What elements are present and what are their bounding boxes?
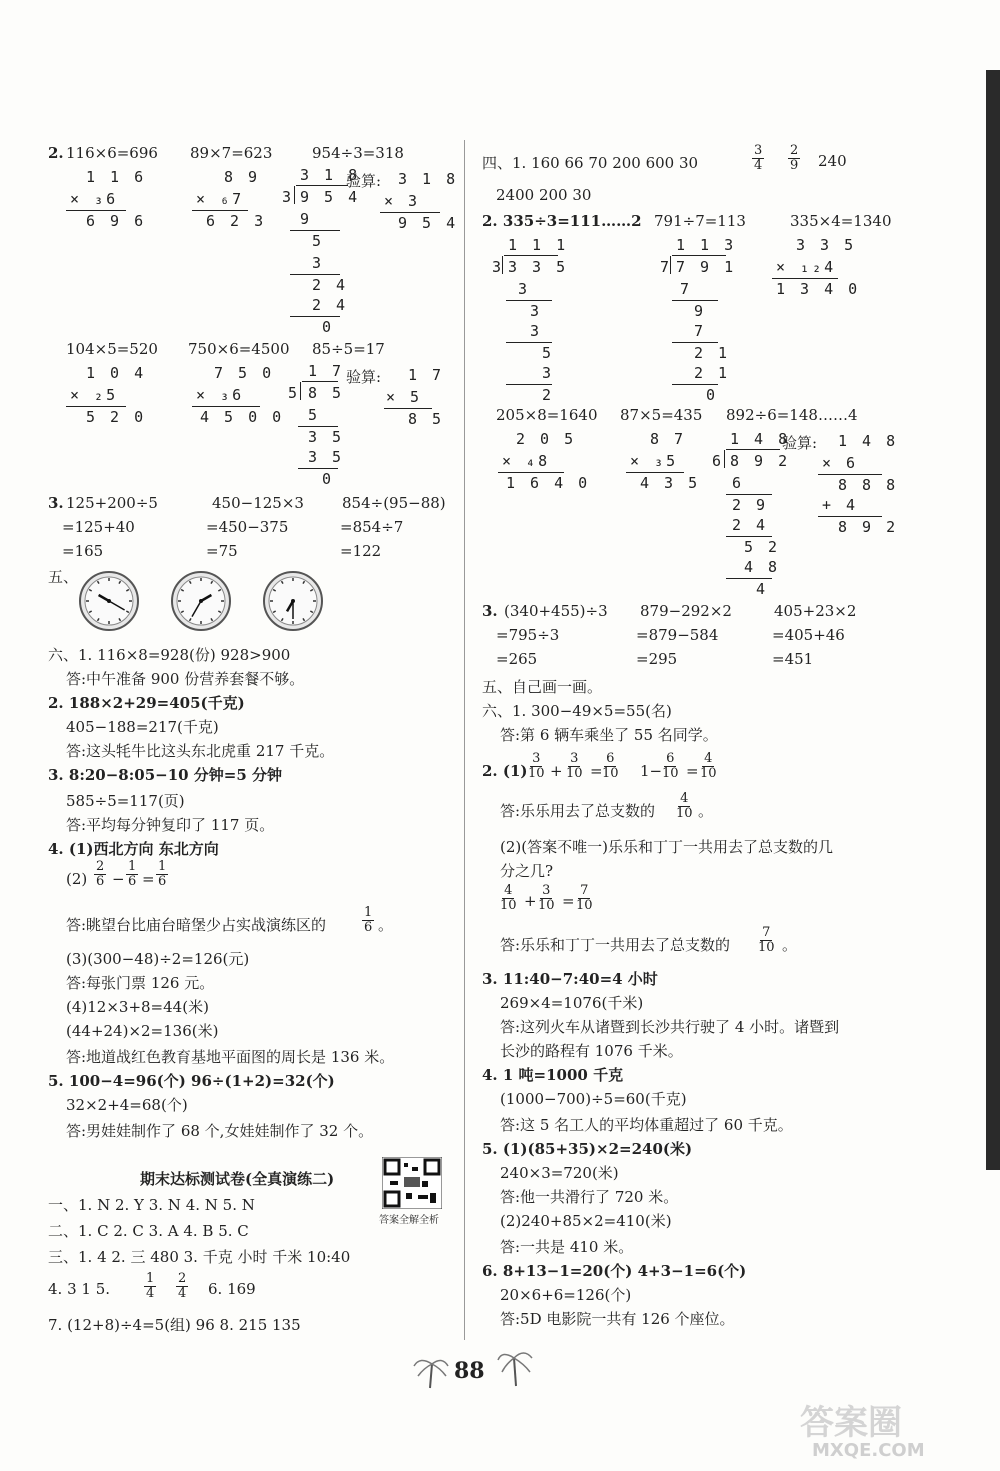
answer-line: 答:他一共滑行了 720 米。 xyxy=(500,1188,679,1206)
eq: 104×5=520 xyxy=(66,340,158,358)
eq: 791÷7=113 xyxy=(654,212,746,230)
vert-top: 7 5 0 xyxy=(214,364,275,382)
answer-line: 答:中午准备 900 份营养套餐不够。 xyxy=(66,670,305,688)
div-step: 9 xyxy=(300,210,313,228)
answer-line: 240×3=720(米) xyxy=(500,1164,619,1182)
vert-top: 1 0 4 xyxy=(86,364,147,382)
div-step: 3 xyxy=(312,254,325,272)
clock-icon xyxy=(78,570,140,632)
div-dividend: 8 5 xyxy=(308,384,345,402)
div-step: 5 2 xyxy=(744,538,781,556)
answer-line: 六、1. 300−49×5=55(名) xyxy=(482,702,672,720)
answer-line: 答:地道战红色教育基地平面图的周长是 136 米。 xyxy=(66,1048,395,1066)
div-step: 3 xyxy=(530,322,543,340)
fraction: $\frac{7}{10}$ xyxy=(576,883,593,913)
answer-line: 5. (1)(85+35)×2=240(米) xyxy=(482,1140,693,1158)
div-quotient: 1 7 xyxy=(308,362,345,380)
vert-res: 4 5 0 0 xyxy=(200,408,285,426)
div-dividend: 9 5 4 xyxy=(300,188,361,206)
answer-line: 答:每张门票 126 元。 xyxy=(66,974,215,992)
vert-mul: × 5 xyxy=(386,388,423,406)
eq: 879−292×2 xyxy=(640,602,732,620)
div-quotient: 1 4 8 xyxy=(730,430,791,448)
qr-label: 答案全解全析 xyxy=(379,1215,439,1226)
eq: =122 xyxy=(340,542,382,560)
div-step: 3 5 xyxy=(308,448,345,466)
answer-line: 3. 11:40−7:40=4 小时 xyxy=(482,970,658,988)
vert-top: 3 3 5 xyxy=(796,236,857,254)
div-step: 4 8 xyxy=(744,558,781,576)
vert-mul: × ₃6 xyxy=(196,386,245,404)
eq: 954÷3=318 xyxy=(312,144,404,162)
answer-line: 答:5D 电影院一共有 126 个座位。 xyxy=(500,1310,735,1328)
div-step: 3 5 xyxy=(308,428,345,446)
eq: 116×6=696 xyxy=(66,144,158,162)
div-divisor: 3 xyxy=(492,258,505,276)
answer-line: 2. 188×2+29=405(千克) xyxy=(48,694,245,712)
div-quotient: 1 1 3 xyxy=(676,236,737,254)
binding-edge xyxy=(986,70,1000,1170)
page-number: 88 xyxy=(454,1358,485,1384)
q3-label: 3. xyxy=(48,494,64,512)
div-step: 3 xyxy=(542,364,555,382)
vert-res: 1 3 4 0 xyxy=(776,280,861,298)
div-step: 2 4 xyxy=(732,516,769,534)
eq: =75 xyxy=(206,542,238,560)
check-label: 验算: xyxy=(346,368,382,386)
div-step: 2 xyxy=(542,386,555,404)
answer-line: 六、1. 116×8=928(份) 928>900 xyxy=(48,646,291,664)
vert-res: 6 9 6 xyxy=(86,212,147,230)
div-step: 0 xyxy=(322,318,335,336)
q3-label: 3. xyxy=(482,602,498,620)
vert-mul: × ₁₂4 xyxy=(776,258,837,276)
eq: =405+46 xyxy=(772,626,845,644)
answer-line: 2. (1) xyxy=(482,762,528,780)
answer-line: 答:一共是 410 米。 xyxy=(500,1238,634,1256)
answer-line: 四、1. 160 66 70 200 600 30 xyxy=(482,154,699,172)
fraction: $\frac{4}{10}$ xyxy=(500,883,517,913)
answer-line: 585÷5=117(页) xyxy=(66,792,185,810)
q2-label: 2. xyxy=(48,144,64,162)
div-quotient: 1 1 1 xyxy=(508,236,569,254)
answer-line: 二、1. C 2. C 3. A 4. B 5. C xyxy=(48,1222,249,1240)
check-label: 验算: xyxy=(346,172,382,190)
clock-icon xyxy=(262,570,324,632)
vert-mid: 8 8 8 xyxy=(838,476,899,494)
div-step: 7 xyxy=(680,280,693,298)
answer-line: 答:第 6 辆车乘坐了 55 名同学。 xyxy=(500,726,718,744)
eq: =854÷7 xyxy=(340,518,404,536)
fraction: $\frac{3}{4}$ xyxy=(754,143,763,173)
div-dividend: 7 9 1 xyxy=(676,258,737,276)
eq: 87×5=435 xyxy=(620,406,703,424)
vert-add: + 4 xyxy=(822,496,859,514)
div-step: 5 xyxy=(542,344,555,362)
div-step: 0 xyxy=(706,386,719,404)
answer-line: 20×6+6=126(个) xyxy=(500,1286,632,1304)
vert-mul: × ₄8 xyxy=(502,452,551,470)
answer-line: 三、1. 4 2. 三 480 3. 千克 小时 千米 10:40 xyxy=(48,1248,351,1266)
answer-line: 405−188=217(千克) xyxy=(66,718,219,736)
div-step: 2 4 xyxy=(312,296,349,314)
div-step: 7 xyxy=(694,322,707,340)
vert-top: 1 4 8 xyxy=(838,432,899,450)
vert-res: 5 2 0 xyxy=(86,408,147,426)
eq: 405+23×2 xyxy=(774,602,857,620)
answer-line: 分之几? xyxy=(500,862,554,880)
answer-line: (2)240+85×2=410(米) xyxy=(500,1212,672,1230)
vert-mul: × ₂5 xyxy=(70,386,119,404)
div-divisor: 3 xyxy=(282,188,295,206)
answer-line: 240 xyxy=(818,152,847,170)
eq: =165 xyxy=(62,542,104,560)
eq: =450−375 xyxy=(206,518,289,536)
fraction: $\frac{1}{6}$ xyxy=(128,859,137,889)
fraction: $\frac{2}{9}$ xyxy=(790,143,799,173)
column-divider xyxy=(464,140,465,1340)
div-step: 2 4 xyxy=(312,276,349,294)
eq: =451 xyxy=(772,650,814,668)
div-step: 3 xyxy=(530,302,543,320)
div-step: 0 xyxy=(322,470,335,488)
div-divisor: 7 xyxy=(660,258,673,276)
clock-icon xyxy=(170,570,232,632)
fraction: $\frac{4}{10}$ xyxy=(700,751,717,781)
vert-res: 9 5 4 xyxy=(398,214,459,232)
answer-line: 答:这列火车从诸暨到长沙共行驶了 4 小时。诸暨到 xyxy=(500,1018,840,1036)
answer-line: (1000−700)÷5=60(千克) xyxy=(500,1090,687,1108)
section-title: 期末达标测试卷(全真演练二) xyxy=(140,1170,335,1188)
answer-line: 4. (1)西北方向 东北方向 xyxy=(48,840,219,858)
answer-line: 4. 3 1 5. xyxy=(48,1280,111,1298)
vert-top: 3 1 8 xyxy=(398,170,459,188)
div-divisor: 6 xyxy=(712,452,725,470)
answer-line: 32×2+4=68(个) xyxy=(66,1096,188,1114)
answer-line: 五、自己画一画。 xyxy=(482,678,603,696)
vert-res: 8 5 xyxy=(408,410,445,428)
answer-line: 7. (12+8)÷4=5(组) 96 8. 215 135 xyxy=(48,1316,301,1334)
eq: =879−584 xyxy=(636,626,719,644)
div-step: 5 xyxy=(312,232,325,250)
vert-res: 8 9 2 xyxy=(838,518,899,536)
div-step: 6 xyxy=(732,474,745,492)
div-divisor: 5 xyxy=(288,384,301,402)
fraction: $\frac{2}{4}$ xyxy=(178,1271,187,1301)
vert-res: 1 6 4 0 xyxy=(506,474,591,492)
eq: 2. 335÷3=111……2 xyxy=(482,212,642,230)
div-step: 2 9 xyxy=(732,496,769,514)
answer-line: 答:乐乐和丁丁一共用去了总支数的 xyxy=(500,936,731,954)
vert-mul: × 6 xyxy=(822,454,859,472)
eq: =125+40 xyxy=(62,518,135,536)
div-step: 9 xyxy=(694,302,707,320)
eq: 125+200÷5 xyxy=(66,494,158,512)
eq: 750×6=4500 xyxy=(188,340,290,358)
eq: (340+455)÷3 xyxy=(504,602,608,620)
check-label: 验算: xyxy=(782,434,818,452)
eq: =795÷3 xyxy=(496,626,560,644)
answer-line: 答:这头牦牛比这头东北虎重 217 千克。 xyxy=(66,742,335,760)
answer-line: 长沙的路程有 1076 千米。 xyxy=(500,1042,683,1060)
vert-top: 2 0 5 xyxy=(516,430,577,448)
fraction: $\frac{1}{6}$ xyxy=(158,859,167,889)
eq: 335×4=1340 xyxy=(790,212,892,230)
answer-line: 2400 200 30 xyxy=(496,186,592,204)
vert-mul: × 3 xyxy=(384,192,421,210)
answer-line: 6. 169 xyxy=(208,1280,256,1298)
eq: =265 xyxy=(496,650,538,668)
div-dividend: 3 3 5 xyxy=(508,258,569,276)
fraction: $\frac{6}{10}$ xyxy=(662,751,679,781)
div-step: 2 1 xyxy=(694,364,731,382)
answer-line: 答:这 5 名工人的平均体重超过了 60 千克。 xyxy=(500,1116,793,1134)
div-dividend: 8 9 2 xyxy=(730,452,791,470)
answer-line: 答:眺望台比庙台暗堡少占实战演练区的 xyxy=(66,916,327,934)
q5-label: 五、 xyxy=(48,568,79,586)
eq: =295 xyxy=(636,650,678,668)
answer-line: (4)12×3+8=44(米) xyxy=(66,998,209,1016)
answer-line: 3. 8:20−8:05−10 分钟=5 分钟 xyxy=(48,766,283,784)
vert-top: 1 7 xyxy=(408,366,445,384)
eq: 89×7=623 xyxy=(190,144,273,162)
watermark: 答案圈 xyxy=(800,1403,902,1443)
vert-top: 8 7 xyxy=(650,430,687,448)
answer-line: 一、1. N 2. Y 3. N 4. N 5. N xyxy=(48,1196,255,1214)
div-step: 5 xyxy=(308,406,321,424)
div-quotient: 3 1 8 xyxy=(300,166,361,184)
answer-line: 答:男娃娃制作了 68 个,女娃娃制作了 32 个。 xyxy=(66,1122,374,1140)
answer-line: 6. 8+13−1=20(个) 4+3−1=6(个) xyxy=(482,1262,747,1280)
answer-line: 答:平均每分钟复印了 117 页。 xyxy=(66,816,275,834)
vert-mul: × ₆7 xyxy=(196,190,245,208)
eq: 450−125×3 xyxy=(212,494,304,512)
answer-line: 答:乐乐用去了总支数的 xyxy=(500,802,656,820)
answer-line: 4. 1 吨=1000 千克 xyxy=(482,1066,624,1084)
div-step: 3 xyxy=(518,280,531,298)
answer-line: 5. 100−4=96(个) 96÷(1+2)=32(个) xyxy=(48,1072,335,1090)
div-step: 2 1 xyxy=(694,344,731,362)
qr-code-icon xyxy=(382,1157,442,1209)
answer-line: (3)(300−48)÷2=126(元) xyxy=(66,950,250,968)
fraction: $\frac{3}{10}$ xyxy=(528,751,545,781)
vert-mul: × ₃5 xyxy=(630,452,679,470)
answer-line: 269×4=1076(千米) xyxy=(500,994,644,1012)
vert-res: 6 2 3 xyxy=(206,212,267,230)
fraction: $\frac{1}{6}$ xyxy=(364,905,373,935)
div-step: 4 xyxy=(756,580,769,598)
fraction: $\frac{6}{10}$ xyxy=(602,751,619,781)
answer-line: (2)(答案不唯一)乐乐和丁丁一共用去了总支数的几 xyxy=(500,838,833,856)
watermark-url: MXQE.COM xyxy=(812,1440,925,1461)
fraction: $\frac{3}{10}$ xyxy=(566,751,583,781)
vert-top: 1 1 6 xyxy=(86,168,147,186)
fraction: $\frac{4}{10}$ xyxy=(676,791,693,821)
vert-mul: × ₃6 xyxy=(70,190,119,208)
answer-line: (44+24)×2=136(米) xyxy=(66,1022,219,1040)
vert-top: 8 9 xyxy=(224,168,261,186)
eq: 205×8=1640 xyxy=(496,406,598,424)
eq: 854÷(95−88) xyxy=(342,494,446,512)
answer-line: 1− xyxy=(640,762,663,780)
palm-icon xyxy=(410,1350,450,1390)
fraction: $\frac{2}{6}$ xyxy=(96,859,105,889)
fraction: $\frac{3}{10}$ xyxy=(538,883,555,913)
fraction: $\frac{1}{4}$ xyxy=(146,1271,155,1301)
vert-res: 4 3 5 xyxy=(640,474,701,492)
fraction: $\frac{7}{10}$ xyxy=(758,925,775,955)
eq: 85÷5=17 xyxy=(312,340,385,358)
answer-line: (2) xyxy=(66,870,88,888)
eq: 892÷6=148……4 xyxy=(726,406,858,424)
palm-icon xyxy=(496,1344,536,1388)
